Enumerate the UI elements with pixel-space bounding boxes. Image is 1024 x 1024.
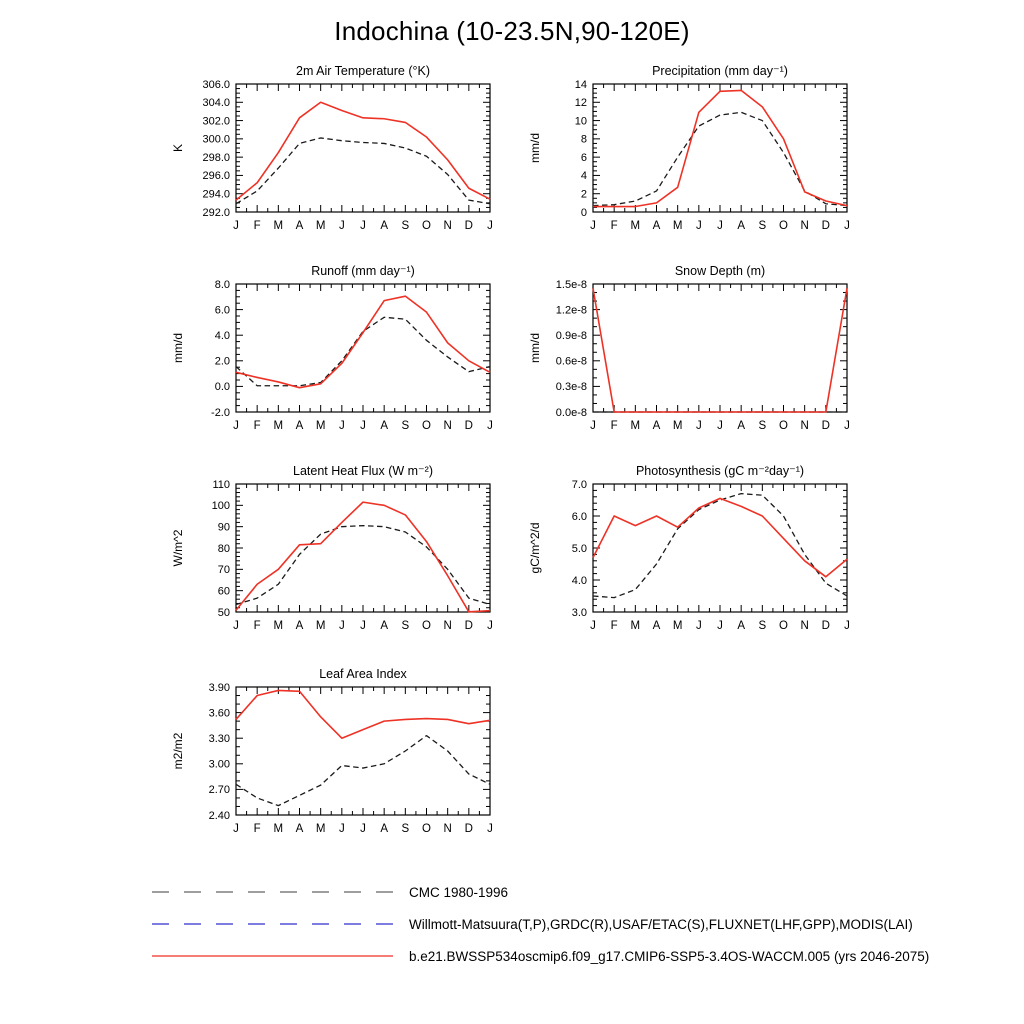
svg-text:O: O bbox=[779, 420, 788, 432]
svg-text:D: D bbox=[821, 420, 830, 432]
svg-text:J: J bbox=[487, 420, 493, 432]
plot-runoff bbox=[168, 260, 498, 458]
svg-text:3.00: 3.00 bbox=[208, 758, 230, 771]
svg-text:90: 90 bbox=[217, 521, 230, 534]
plot-title: Photosynthesis (gC m⁻²day⁻¹) bbox=[635, 464, 805, 478]
chart-leaf-area-index bbox=[168, 663, 498, 861]
svg-text:S: S bbox=[401, 823, 410, 835]
svg-text:60: 60 bbox=[217, 585, 230, 598]
svg-text:A: A bbox=[737, 420, 746, 432]
plot-latent-heat-flux bbox=[168, 460, 498, 658]
legend-item-cmc bbox=[150, 876, 929, 908]
chart-runoff bbox=[168, 260, 498, 458]
svg-text:80: 80 bbox=[217, 542, 230, 555]
svg-text:N: N bbox=[800, 220, 809, 232]
svg-text:O: O bbox=[422, 420, 431, 432]
series-observations bbox=[236, 736, 490, 806]
svg-text:14: 14 bbox=[574, 78, 587, 91]
chart-snow-depth bbox=[525, 260, 855, 458]
series-observations bbox=[593, 494, 847, 598]
chart-photosynthesis bbox=[525, 460, 855, 658]
svg-text:F: F bbox=[610, 620, 618, 632]
svg-text:N: N bbox=[800, 420, 809, 432]
y-axis-label: K bbox=[171, 143, 185, 153]
svg-text:3.60: 3.60 bbox=[208, 707, 230, 720]
svg-text:F: F bbox=[253, 420, 261, 432]
series-model bbox=[236, 296, 490, 388]
svg-text:2: 2 bbox=[580, 188, 587, 201]
svg-text:100: 100 bbox=[211, 500, 230, 513]
svg-text:8.0: 8.0 bbox=[214, 278, 230, 291]
chart-2m-air-temperature bbox=[168, 60, 498, 258]
svg-text:F: F bbox=[253, 220, 261, 232]
y-axis-label: gC/m^2/d bbox=[528, 522, 542, 574]
svg-text:S: S bbox=[401, 620, 410, 632]
svg-text:1.2e-8: 1.2e-8 bbox=[555, 304, 587, 317]
plot-title: Precipitation (mm day⁻¹) bbox=[652, 64, 788, 78]
svg-text:O: O bbox=[422, 620, 431, 632]
svg-text:M: M bbox=[630, 420, 641, 432]
svg-text:O: O bbox=[422, 220, 431, 232]
svg-text:J: J bbox=[233, 620, 239, 632]
figure-title: Indochina (10-23.5N,90-120E) bbox=[334, 16, 690, 46]
svg-text:J: J bbox=[360, 220, 366, 232]
svg-text:J: J bbox=[844, 420, 850, 432]
svg-text:J: J bbox=[717, 220, 723, 232]
svg-text:A: A bbox=[380, 823, 389, 835]
svg-text:12: 12 bbox=[574, 97, 587, 110]
svg-text:M: M bbox=[315, 823, 326, 835]
svg-text:M: M bbox=[273, 420, 284, 432]
svg-text:J: J bbox=[233, 420, 239, 432]
svg-text:0: 0 bbox=[580, 206, 587, 219]
svg-text:S: S bbox=[401, 220, 410, 232]
svg-text:A: A bbox=[652, 620, 661, 632]
plot-leaf-area-index bbox=[168, 663, 498, 861]
svg-text:J: J bbox=[338, 220, 345, 232]
svg-text:D: D bbox=[464, 220, 473, 232]
y-axis-label: m2/m2 bbox=[171, 732, 185, 770]
svg-text:M: M bbox=[315, 420, 326, 432]
svg-text:70: 70 bbox=[217, 564, 230, 577]
svg-text:J: J bbox=[717, 420, 723, 432]
svg-text:-2.0: -2.0 bbox=[211, 406, 230, 419]
svg-text:5.0: 5.0 bbox=[571, 542, 587, 555]
series-model bbox=[236, 690, 490, 738]
svg-text:S: S bbox=[758, 420, 767, 432]
svg-text:F: F bbox=[253, 620, 261, 632]
legend bbox=[150, 876, 929, 972]
svg-text:A: A bbox=[380, 420, 389, 432]
svg-text:3.90: 3.90 bbox=[208, 681, 230, 694]
legend-label-cmc: CMC 1980-1996 bbox=[409, 884, 509, 900]
plot-title: Runoff (mm day⁻¹) bbox=[311, 264, 415, 278]
series-model bbox=[236, 502, 490, 612]
series-model bbox=[236, 102, 490, 200]
series-observations bbox=[593, 112, 847, 205]
svg-text:0.3e-8: 0.3e-8 bbox=[555, 381, 587, 394]
svg-text:292.0: 292.0 bbox=[202, 206, 230, 219]
plot-title: Leaf Area Index bbox=[319, 667, 407, 681]
svg-text:294.0: 294.0 bbox=[202, 188, 230, 201]
svg-text:306.0: 306.0 bbox=[202, 78, 230, 91]
legend-item-model-run bbox=[150, 940, 929, 972]
svg-text:J: J bbox=[487, 823, 493, 835]
svg-text:2.70: 2.70 bbox=[208, 784, 230, 797]
y-axis-label: W/m^2 bbox=[171, 529, 185, 567]
svg-text:0.0: 0.0 bbox=[214, 381, 230, 394]
series-observations bbox=[236, 317, 490, 385]
svg-text:M: M bbox=[672, 220, 683, 232]
svg-text:J: J bbox=[338, 823, 345, 835]
svg-text:N: N bbox=[443, 420, 452, 432]
svg-text:S: S bbox=[401, 420, 410, 432]
svg-text:298.0: 298.0 bbox=[202, 151, 230, 164]
svg-text:J: J bbox=[717, 620, 723, 632]
svg-text:J: J bbox=[844, 220, 850, 232]
series-model bbox=[593, 90, 847, 206]
svg-text:J: J bbox=[590, 420, 596, 432]
svg-text:M: M bbox=[672, 420, 683, 432]
svg-text:3.30: 3.30 bbox=[208, 733, 230, 745]
legend-item-obs-datasets bbox=[150, 908, 929, 940]
svg-text:J: J bbox=[233, 220, 239, 232]
svg-text:J: J bbox=[695, 620, 702, 632]
series-observations bbox=[236, 526, 490, 605]
svg-text:J: J bbox=[487, 220, 493, 232]
y-axis-label: mm/d bbox=[171, 333, 185, 363]
svg-text:3.0: 3.0 bbox=[571, 606, 587, 619]
legend-solid-red-line-icon bbox=[150, 948, 395, 964]
svg-text:M: M bbox=[273, 620, 284, 632]
svg-text:0.9e-8: 0.9e-8 bbox=[555, 330, 587, 342]
plot-snow-depth bbox=[525, 260, 855, 458]
svg-text:4.0: 4.0 bbox=[214, 330, 230, 342]
svg-text:A: A bbox=[380, 620, 389, 632]
svg-text:N: N bbox=[443, 220, 452, 232]
svg-text:J: J bbox=[590, 620, 596, 632]
svg-text:6: 6 bbox=[580, 151, 587, 164]
svg-text:S: S bbox=[758, 620, 767, 632]
y-axis-label: mm/d bbox=[528, 133, 542, 163]
svg-text:J: J bbox=[844, 620, 850, 632]
series-observations bbox=[236, 138, 490, 204]
svg-text:J: J bbox=[590, 220, 596, 232]
svg-text:S: S bbox=[758, 220, 767, 232]
legend-dashed-blue-line-icon bbox=[150, 916, 395, 932]
svg-text:50: 50 bbox=[217, 606, 230, 619]
svg-text:D: D bbox=[464, 420, 473, 432]
legend-label-obs-datasets: Willmott-Matsuura(T,P),GRDC(R),USAF/ETAC(S),FLUXNET(LHF,GPP),MODIS(LAI) bbox=[409, 916, 913, 932]
svg-text:D: D bbox=[464, 620, 473, 632]
svg-text:0.6e-8: 0.6e-8 bbox=[555, 355, 587, 368]
plot-title: Latent Heat Flux (W m⁻²) bbox=[293, 464, 433, 478]
svg-text:J: J bbox=[487, 620, 493, 632]
svg-text:D: D bbox=[821, 620, 830, 632]
svg-text:A: A bbox=[737, 220, 746, 232]
svg-text:A: A bbox=[295, 620, 304, 632]
svg-text:A: A bbox=[295, 220, 304, 232]
y-axis-label: mm/d bbox=[528, 333, 542, 363]
svg-text:N: N bbox=[800, 620, 809, 632]
svg-text:2.40: 2.40 bbox=[208, 809, 230, 822]
svg-text:8: 8 bbox=[580, 133, 587, 146]
svg-text:304.0: 304.0 bbox=[202, 97, 230, 110]
svg-text:7.0: 7.0 bbox=[571, 478, 587, 491]
svg-text:A: A bbox=[295, 420, 304, 432]
svg-text:J: J bbox=[360, 823, 366, 835]
svg-text:4: 4 bbox=[580, 170, 587, 183]
svg-text:6.0: 6.0 bbox=[571, 510, 587, 523]
svg-text:M: M bbox=[315, 620, 326, 632]
svg-text:J: J bbox=[695, 220, 702, 232]
svg-text:110: 110 bbox=[212, 478, 230, 491]
svg-text:A: A bbox=[737, 620, 746, 632]
svg-text:M: M bbox=[630, 620, 641, 632]
svg-text:300.0: 300.0 bbox=[202, 133, 230, 146]
svg-text:O: O bbox=[422, 823, 431, 835]
svg-text:M: M bbox=[630, 220, 641, 232]
svg-text:N: N bbox=[443, 620, 452, 632]
svg-text:2.0: 2.0 bbox=[214, 355, 230, 368]
svg-text:A: A bbox=[652, 420, 661, 432]
svg-text:1.5e-8: 1.5e-8 bbox=[555, 278, 587, 291]
svg-text:J: J bbox=[338, 620, 345, 632]
plot-2m-air-temperature bbox=[168, 60, 498, 258]
plot-precipitation bbox=[525, 60, 855, 258]
svg-text:10: 10 bbox=[574, 115, 587, 128]
series-model bbox=[593, 498, 847, 576]
svg-text:M: M bbox=[315, 220, 326, 232]
svg-text:296.0: 296.0 bbox=[202, 170, 230, 183]
svg-text:J: J bbox=[695, 420, 702, 432]
svg-text:O: O bbox=[779, 620, 788, 632]
svg-text:F: F bbox=[610, 420, 618, 432]
svg-text:A: A bbox=[380, 220, 389, 232]
svg-text:D: D bbox=[821, 220, 830, 232]
svg-text:A: A bbox=[652, 220, 661, 232]
svg-text:F: F bbox=[253, 823, 261, 835]
svg-text:4.0: 4.0 bbox=[571, 574, 587, 587]
svg-text:O: O bbox=[779, 220, 788, 232]
svg-text:0.0e-8: 0.0e-8 bbox=[555, 406, 587, 419]
svg-text:J: J bbox=[233, 823, 239, 835]
svg-text:302.0: 302.0 bbox=[202, 115, 230, 128]
svg-text:D: D bbox=[464, 823, 473, 835]
legend-label-model-run: b.e21.BWSSP534oscmip6.f09_g17.CMIP6-SSP5-3.4OS-WACCM.005 (yrs 2046-2075) bbox=[409, 948, 930, 964]
svg-text:A: A bbox=[295, 823, 304, 835]
plot-title: 2m Air Temperature (°K) bbox=[296, 64, 430, 78]
svg-text:J: J bbox=[338, 420, 345, 432]
svg-text:F: F bbox=[610, 220, 618, 232]
series-model bbox=[593, 288, 847, 412]
svg-text:N: N bbox=[443, 823, 452, 835]
chart-precipitation bbox=[525, 60, 855, 258]
plot-photosynthesis bbox=[525, 460, 855, 658]
svg-text:M: M bbox=[672, 620, 683, 632]
plot-title: Snow Depth (m) bbox=[674, 264, 766, 278]
chart-latent-heat-flux bbox=[168, 460, 498, 658]
svg-text:J: J bbox=[360, 420, 366, 432]
svg-text:J: J bbox=[360, 620, 366, 632]
svg-text:M: M bbox=[273, 823, 284, 835]
legend-dashed-gray-line-icon bbox=[150, 884, 395, 900]
svg-text:6.0: 6.0 bbox=[214, 304, 230, 317]
svg-text:M: M bbox=[273, 220, 284, 232]
